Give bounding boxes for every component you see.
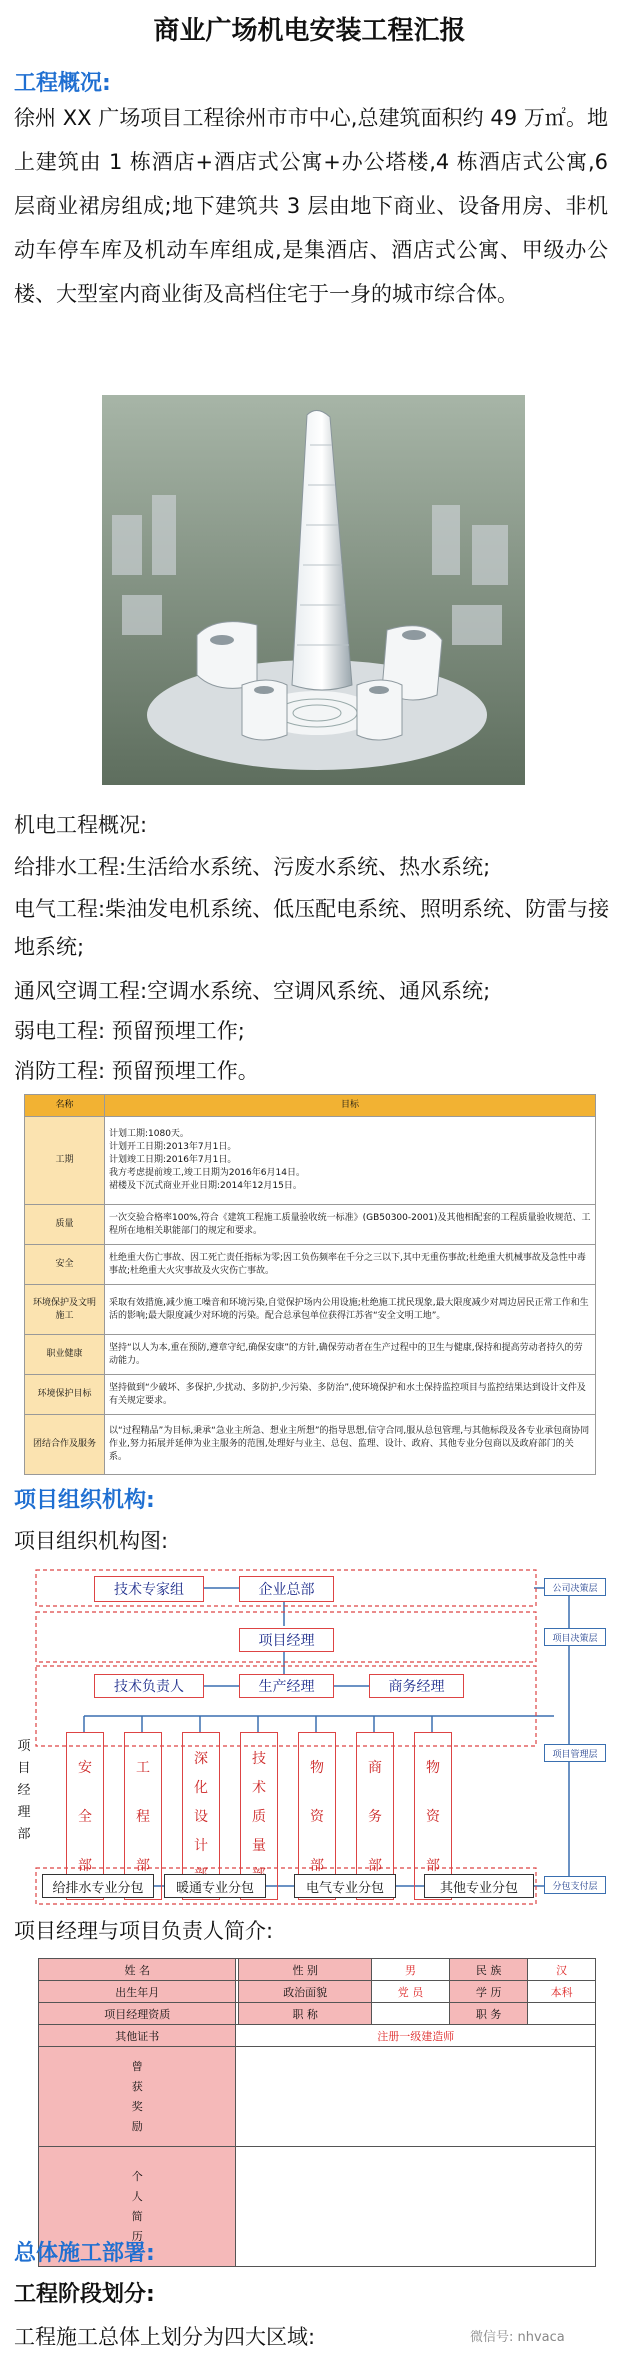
row-key: 工期: [25, 1117, 105, 1205]
deploy-subheading: 工程阶段划分:: [14, 2282, 155, 2307]
cell: [372, 2003, 450, 2025]
project-manager-box: 项目经理: [239, 1628, 334, 1652]
row-key: 环境保护及文明施工: [25, 1285, 105, 1335]
tech-lead-box: 技术负责人: [94, 1674, 204, 1698]
tech-expert-group-box: 技术专家组: [94, 1576, 204, 1602]
building-illustration: [102, 395, 525, 785]
table-row: [25, 1285, 596, 1335]
production-manager-box: 生产经理: [239, 1674, 334, 1698]
table-row: [25, 1335, 596, 1375]
cell: 汉: [528, 1959, 596, 1981]
award-label-cell: [39, 2047, 236, 2147]
table-header-goal: 目标: [105, 1095, 596, 1117]
cell: [528, 2003, 596, 2025]
business-manager-box: 商务经理: [369, 1674, 464, 1698]
mep-line-fire: 消防工程: 预留预埋工作。: [14, 1059, 259, 1083]
sub-electric: 电气专业分包: [294, 1874, 396, 1898]
cell: 政治面貌: [239, 1981, 372, 2003]
cert-value: 注册一级建造师: [236, 2025, 596, 2047]
deploy-text: 工程施工总体上划分为四大区域:: [14, 2325, 316, 2349]
project-goals-table: [24, 1094, 596, 1475]
enterprise-hq-box: 企业总部: [239, 1576, 334, 1602]
award-label: 曾获奖励: [131, 2059, 143, 2133]
cell: 本科: [528, 1981, 596, 2003]
level-company: 公司决策层: [544, 1578, 606, 1596]
mep-line-water: 给排水工程:生活给水系统、污废水系统、热水系统;: [14, 855, 491, 879]
table-row: [25, 1205, 596, 1245]
overview-heading: 工程概况:: [14, 71, 111, 96]
row-value: 以“过程精品”为目标,秉承“急业主所急、想业主所想”的指导思想,信守合同,服从总包管理,与其他标段及各专业承包商协同作业,努力拓展并延伸为业主服务的范围,处理好与业主、总包、监理、设计、政府、其他专业分包商以及政府部门的关系。: [105, 1415, 596, 1475]
dept-materials: 物 资 部: [298, 1732, 336, 1900]
table-header-name: 名称: [25, 1095, 105, 1117]
cell: 党 员: [372, 1981, 450, 2003]
cell: 职 称: [239, 2003, 372, 2025]
cell: 职 务: [450, 2003, 528, 2025]
deploy-heading: 总体施工部署:: [14, 2241, 155, 2266]
sub-hvac: 暖通专业分包: [164, 1874, 266, 1898]
table-row: [39, 2003, 596, 2025]
cell: 姓 名: [39, 1959, 236, 1981]
dept-engineering: 工 程 部: [124, 1732, 162, 1900]
row-key: 团结合作及服务: [25, 1415, 105, 1475]
cell: 男: [372, 1959, 450, 1981]
level-project-management: 项目管理层: [544, 1744, 606, 1762]
level-subcontract: 分包支付层: [544, 1876, 606, 1894]
row-key: 安全: [25, 1245, 105, 1285]
page-title: 商业广场机电安装工程汇报: [153, 16, 466, 46]
row-value: 坚持“以人为本,重在预防,遵章守纪,确保安康”的方针,确保劳动者在生产过程中的卫生与健康,保持和提高劳动者持久的劳动能力。: [105, 1335, 596, 1375]
manager-table: [38, 1958, 596, 2267]
row-value: 计划工期:1080天。 计划开工日期:2013年7月1日。 计划竣工日期:2016年7月1日。 我方考虑提前竣工,竣工日期为2016年6月14日。 裙楼及下沉式商业开业日期:2014年12月15日。: [105, 1117, 596, 1205]
table-row: [39, 1981, 596, 2003]
cert-label: 其他证书: [39, 2025, 236, 2047]
mep-line-electric: 电气工程:柴油发电机系统、低压配电系统、照明系统、防雷与接地系统;: [14, 897, 610, 959]
table-row: [25, 1375, 596, 1415]
cell: 民 族: [450, 1959, 528, 1981]
org-chart: [14, 1566, 609, 1926]
row-value: 采取有效措施,减少施工噪音和环境污染,自觉保护场内公用设施;杜绝施工扰民现象,最大限度减少对周边居民正常工作和生活的影响;最大限度减少对环境的污染。配合总承包单位获得江苏省“安全文明工地”。: [105, 1285, 596, 1335]
dept-quality: 技 术 质 量: [240, 1732, 278, 1900]
award-value: [236, 2047, 596, 2147]
row-value: 一次交验合格率100%,符合《建筑工程施工质量验收统一标准》(GB50300-2001)及其他相配套的工程质量验收规范、工程所在地相关职能部门的规定和要求。: [105, 1205, 596, 1245]
org-subheading: 项目组织机构图:: [14, 1529, 169, 1553]
wechat-watermark: 微信号: nhvaca: [470, 2330, 565, 2345]
mep-line-weak: 弱电工程: 预留预埋工作;: [14, 1019, 245, 1043]
row-key: 环境保护目标: [25, 1375, 105, 1415]
table-row: [25, 1117, 596, 1205]
resume-label: 个人简历: [131, 2169, 143, 2243]
project-dept-label: 项目经理部: [17, 1739, 31, 1842]
dept-materials-2: 物 资 部: [414, 1732, 452, 1900]
org-heading: 项目组织机构:: [14, 1488, 155, 1513]
cell: 学 历: [450, 1981, 528, 2003]
overview-text: 徐州 XX 广场项目工程徐州市市中心,总建筑面积约 49 万㎡。地上建筑由 1 栋酒店+酒店式公寓+办公塔楼,4 栋酒店式公寓,6 层商业裙房组成;地下建筑共 3 层由地下商业、设备用房、非机动车停车库及机动车库组成,是集酒店、酒店式公寓、甲级办公楼、大型室内商业街及高档住宅于一身的城市综合体。: [14, 106, 608, 306]
building-photo: [102, 395, 525, 785]
manager-heading: 项目经理与项目负责人简介:: [14, 1919, 274, 1943]
table-row: [39, 2047, 596, 2147]
mep-heading: 机电工程概况:: [14, 813, 148, 837]
row-key: 质量: [25, 1205, 105, 1245]
dept-design: 深 化 设 计: [182, 1732, 220, 1900]
table-row: [39, 1959, 596, 1981]
resume-value: [236, 2147, 596, 2267]
cell: 性 别: [239, 1959, 372, 1981]
row-value: 坚持做到“少破坏、多保护,少扰动、多防护,少污染、多防治”,使环境保护和水土保持监控项目与监控结果达到设计文件及有关规定要求。: [105, 1375, 596, 1415]
dept-safety: 安 全 部: [66, 1732, 104, 1900]
sub-water: 给排水专业分包: [42, 1874, 154, 1898]
dept-business: 商 务 部: [356, 1732, 394, 1900]
level-project-decision: 项目决策层: [544, 1628, 606, 1646]
cell: 出生年月: [39, 1981, 236, 2003]
table-row: [25, 1415, 596, 1475]
table-row: [39, 2025, 596, 2047]
sub-other: 其他专业分包: [424, 1874, 534, 1898]
row-key: 职业健康: [25, 1335, 105, 1375]
cell: 项目经理资质: [39, 2003, 236, 2025]
table-row: [25, 1245, 596, 1285]
mep-line-hvac: 通风空调工程:空调水系统、空调风系统、通风系统;: [14, 979, 491, 1003]
row-value: 杜绝重大伤亡事故、因工死亡责任指标为零;因工负伤频率在千分之三以下,其中无重伤事故;杜绝重大机械事故及急性中毒事故;杜绝重大火灾事故及火灾伤亡事故。: [105, 1245, 596, 1285]
